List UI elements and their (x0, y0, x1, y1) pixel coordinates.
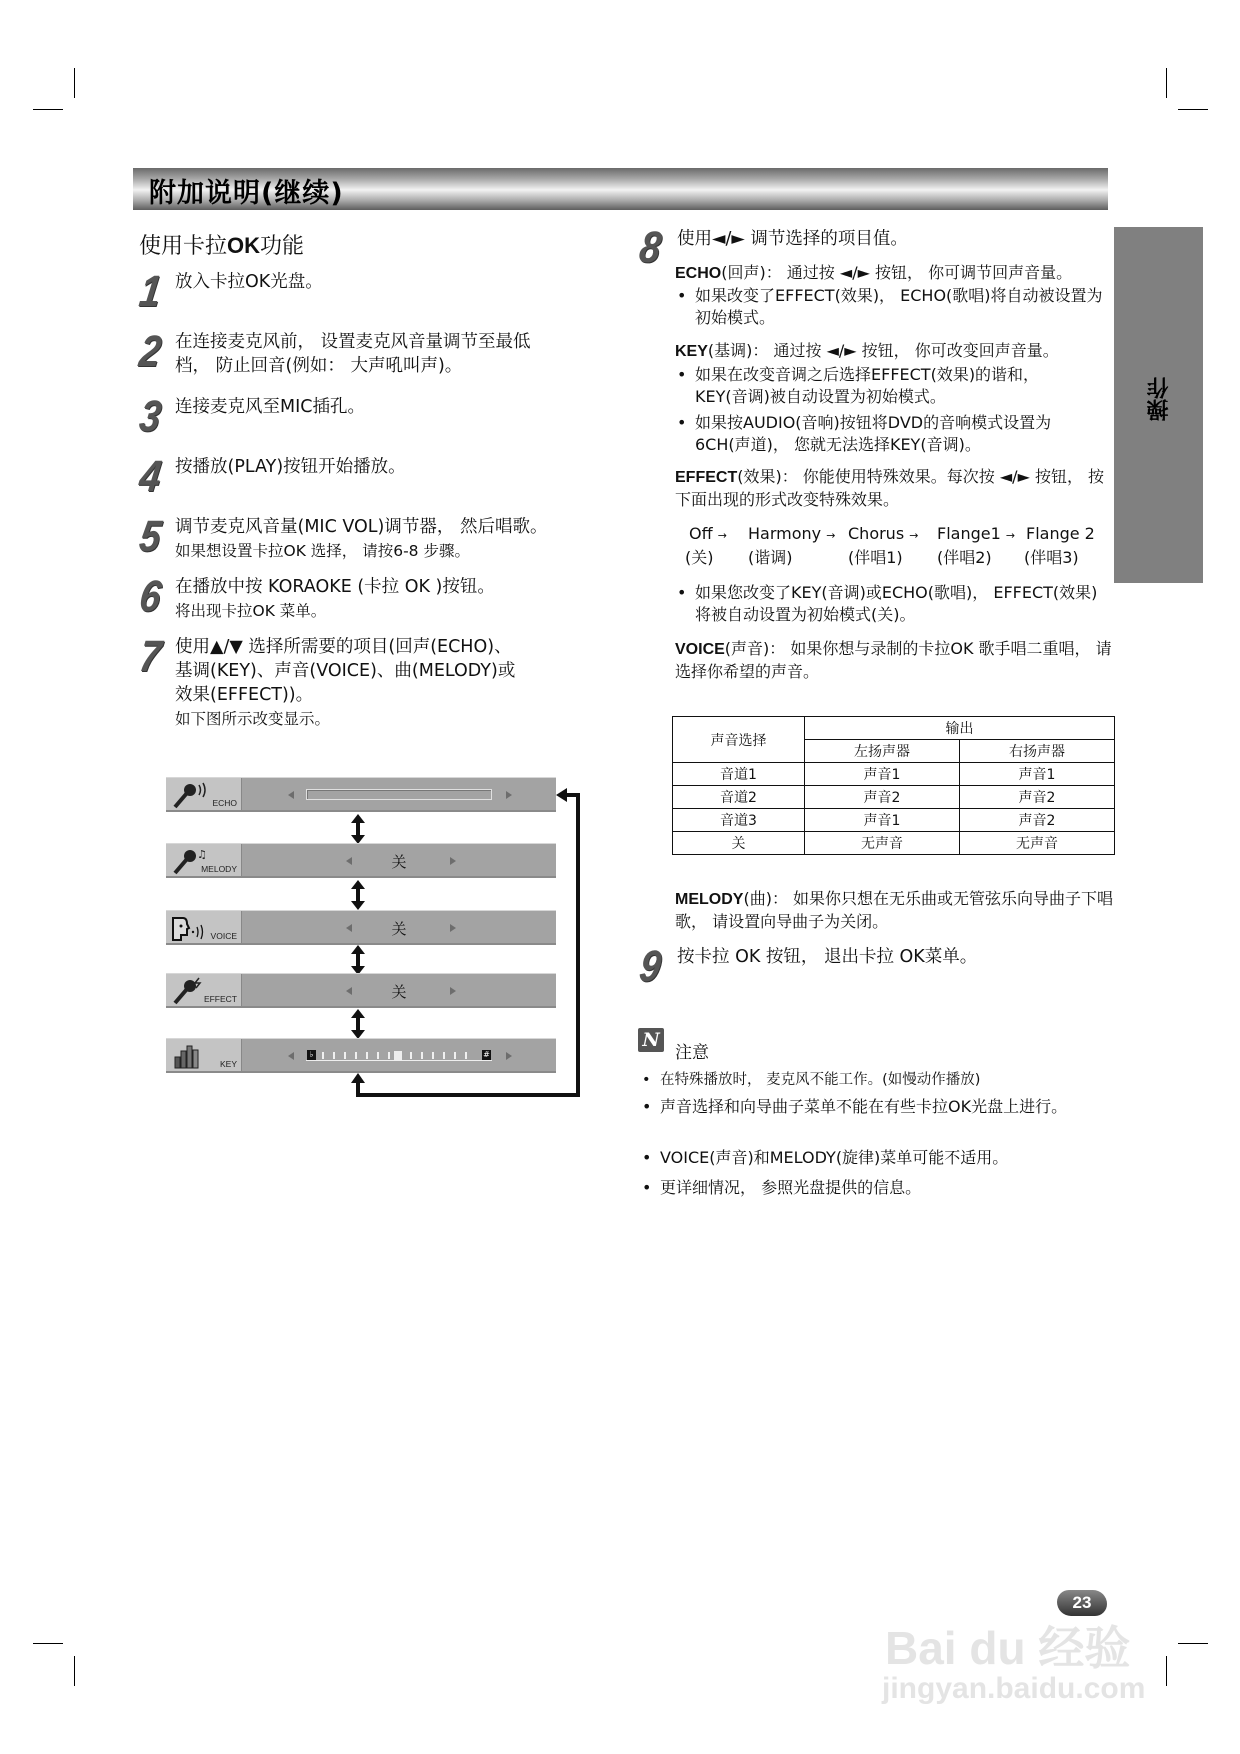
note-bullet: • VOICE(声音)和MELODY(旋律)菜单可能不适用。 (660, 1147, 1110, 1169)
mic-echo-icon: ECHO (166, 778, 242, 810)
echo-bullet: • 如果改变了EFFECT(效果)， ECHO(歌唱)将自动被设置为初始模式。 (695, 285, 1105, 329)
step-text: 连接麦克风至MIC插孔。 (175, 397, 365, 417)
step-number: 6 (136, 572, 165, 621)
key-bullet: • 如果在改变音调之后选择EFFECT(效果)的谐和， KEY(音调)被自动设置为初始模式。 (695, 364, 1095, 408)
table-row: 关 无声音 无声音 (673, 832, 1115, 855)
side-tab (1114, 227, 1203, 583)
step-text: 放入卡拉OK光盘。 (175, 272, 323, 292)
effect-option: Flange1 → (937, 524, 1016, 543)
osd-row-melody: ♫ MELODY 关 (166, 843, 556, 878)
watermark-url: jingyan.baidu.com (882, 1672, 1146, 1705)
table-row: 音道2 声音2 声音2 (673, 786, 1115, 809)
crop-mark (1166, 1656, 1167, 1686)
watermark-brand: Bai du 经验 (885, 1622, 1131, 1674)
step-text: 在播放中按 KORAOKE (卡拉 OK )按钮。 将出现卡拉OK 菜单。 (175, 577, 495, 620)
left-arrow-icon (288, 1052, 294, 1060)
crop-mark (1178, 109, 1208, 110)
crop-mark (74, 1656, 75, 1686)
step-number: 7 (136, 632, 165, 681)
note-bullet: • 声音选择和向导曲子菜单不能在有些卡拉OK光盘上进行。 (660, 1096, 1110, 1118)
effect-option: Flange 2 (1026, 524, 1095, 543)
osd-row-effect: EFFECT 关 (166, 973, 556, 1008)
step-number: 5 (136, 512, 165, 561)
left-arrow-icon (288, 791, 294, 799)
effect-option: Off → (689, 524, 727, 543)
voice-output-table: 声音选择 输出 左扬声器 右扬声器 音道1 声音1 声音1 音道2 声音2 声音2 音道3 声音1 声音2 关 无声音 无声音 (672, 716, 1115, 855)
step-number: 2 (136, 327, 165, 376)
svg-text:♫: ♫ (197, 848, 207, 861)
voice-heading: VOICE(声音)： 如果你想与录制的卡拉OK 歌手唱二重唱， 请选择你希望的声音。 (675, 639, 1112, 681)
loop-arrow-icon (350, 780, 590, 1100)
table-row: 音道3 声音1 声音2 (673, 809, 1115, 832)
effect-option: Harmony → (748, 524, 836, 543)
melody-heading: MELODY(曲)： 如果你只想在无乐曲或无管弦乐向导曲子下唱歌， 请设置向导曲子为关闭。 (675, 889, 1114, 931)
table-row: 音道1 声音1 声音1 (673, 763, 1115, 786)
step-number: 3 (136, 392, 165, 441)
mic-effect-icon: EFFECT (166, 974, 242, 1006)
page-title: 附加说明(继续) (149, 178, 344, 209)
note-bullet: • 更详细情况， 参照光盘提供的信息。 (660, 1177, 1110, 1199)
step-number: 1 (136, 267, 165, 316)
effect-heading: EFFECT(效果)： 你能使用特殊效果。每次按 ◄/► 按钮， 按下面出现的形式改变特殊效果。 (675, 467, 1105, 509)
section-title: 使用卡拉OK功能 (139, 233, 305, 259)
step-number: 8 (636, 223, 665, 272)
step-text: 使用◄/► 调节选择的项目值。 (677, 229, 908, 249)
step-text: 使用▲/▼ 选择所需要的项目(回声(ECHO)、 基调(KEY)、声音(VOICE)、曲(MELODY)或 效果(EFFECT))。 如下图所示改变显示。 (175, 637, 516, 728)
step-number: 4 (136, 452, 165, 501)
effect-bullet: • 如果您改变了KEY(音调)或ECHO(歌唱)， EFFECT(效果)将被自动设置为初始模式(关)。 (695, 582, 1105, 626)
note-title: 注意 (675, 1043, 709, 1063)
sharp-icon: # (483, 1050, 490, 1059)
crop-mark (33, 109, 63, 110)
mic-melody-icon: ♫ MELODY (166, 844, 242, 876)
key-heading: KEY(基调)： 通过按 ◄/► 按钮， 你可改变回声音量。 (675, 341, 1059, 360)
effect-option: Chorus → (848, 524, 919, 543)
osd-row-voice: VOICE 关 (166, 910, 556, 945)
note-bullet: • 在特殊播放时， 麦克风不能工作。(如慢动作播放) (660, 1069, 1110, 1091)
crop-mark (33, 1643, 63, 1644)
step-text: 按播放(PLAY)按钮开始播放。 (175, 457, 406, 477)
side-tab-label: 操作 (1147, 377, 1172, 421)
step-text: 按卡拉 OK 按钮， 退出卡拉 OK菜单。 (677, 947, 978, 967)
note-icon: N (638, 1028, 664, 1052)
header-bar (133, 168, 1108, 210)
crop-mark (74, 68, 75, 98)
echo-heading: ECHO(回声)： 通过按 ◄/► 按钮， 你可调节回声音量。 (675, 263, 1073, 282)
page-number: 23 (1057, 1590, 1107, 1616)
key-bullet: • 如果按AUDIO(音响)按钮将DVD的音响模式设置为6CH(声道)， 您就无法选择KEY(音调)。 (695, 412, 1105, 456)
step-text: 调节麦克风音量(MIC VOL)调节器， 然后唱歌。 如果想设置卡拉OK 选择， 请按6-8 步骤。 (175, 517, 548, 560)
key-bars-icon: KEY (166, 1039, 242, 1071)
crop-mark (1178, 1643, 1208, 1644)
crop-mark (1166, 68, 1167, 98)
step-text: 在连接麦克风前， 设置麦克风音量调节至最低 档， 防止回音(例如： 大声吼叫声)。 (175, 332, 531, 376)
flat-icon: ♭ (307, 1050, 316, 1060)
step-number: 9 (636, 942, 665, 991)
voice-face-icon: VOICE (166, 911, 242, 943)
